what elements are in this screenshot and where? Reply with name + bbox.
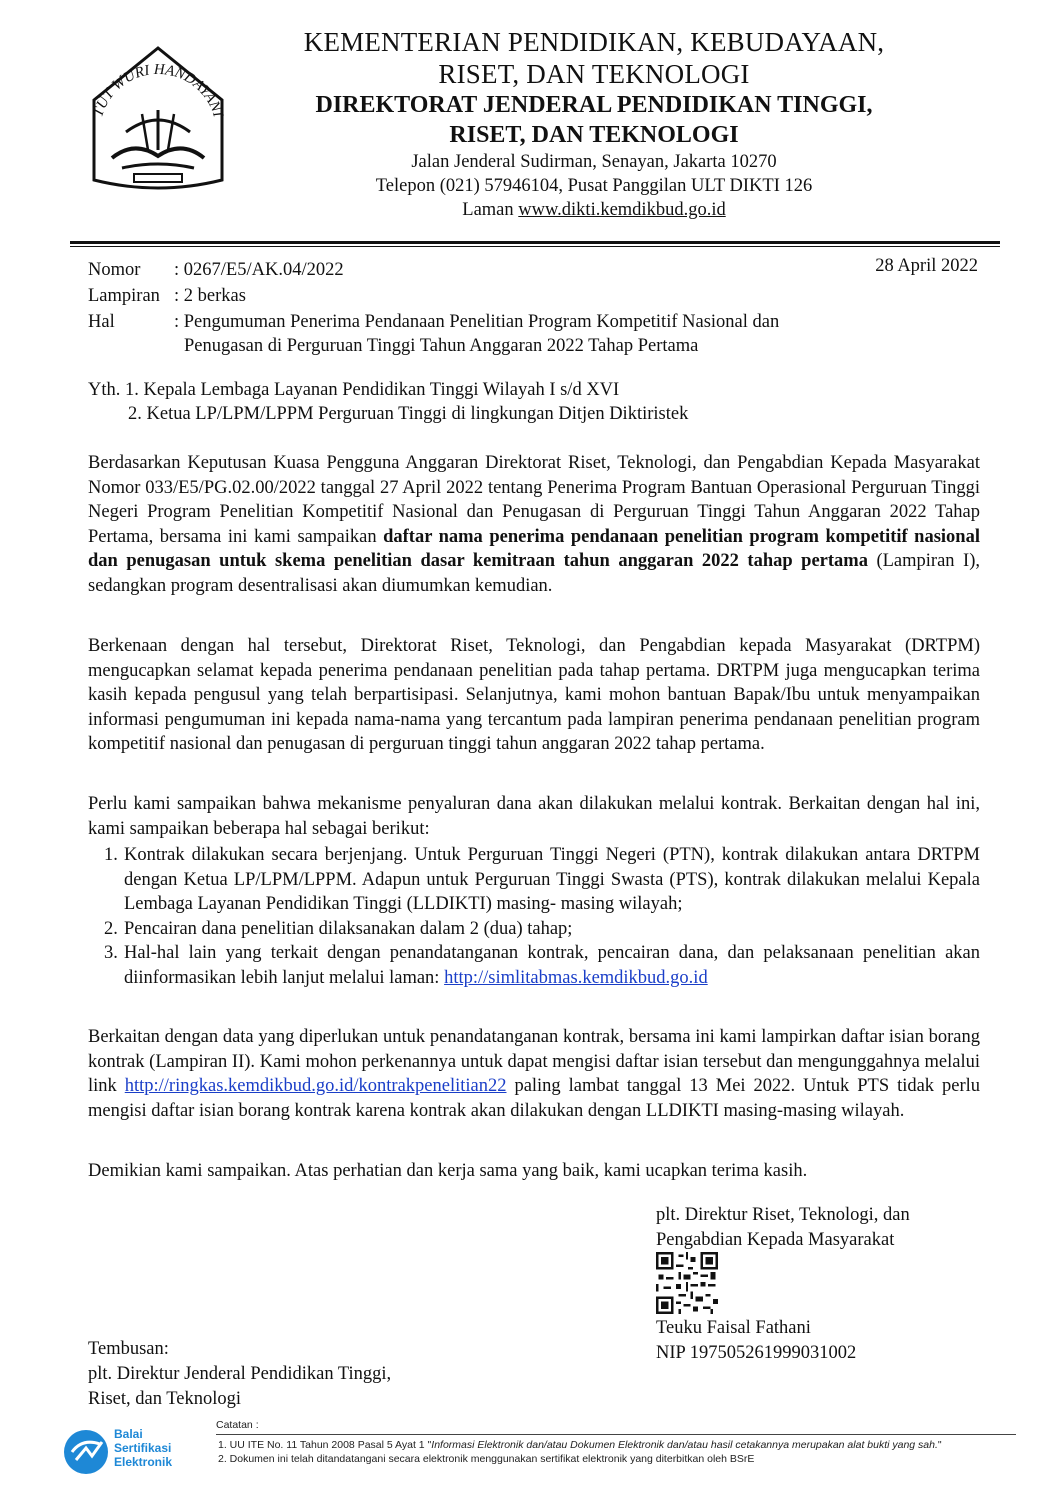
list-item [104,917,980,942]
recipient-2: 2. Ketua LP/LPM/LPPM Perguruan Tinggi di lingkungan Ditjen Diktiristek [128,404,689,424]
footer-note [216,1418,1016,1466]
note-2: 2. Dokumen ini telah ditandatangani secara elektronik menggunakan sertifikat elektronik yang diterbitkan oleh BSrE [218,1453,755,1465]
recipient-1: Yth. 1. Kepala Lembaga Layanan Pendidikan Tinggi Wilayah I s/d XVI [88,380,620,400]
paragraph-2-text: Berkenaan dengan hal tersebut, Direktorat Riset, Teknologi, dan Pengabdian kepada Masyarakat (DRTPM) mengucapkan selamat kepada penerima pendanaan penelitian pada tahap pertama. DRTPM juga mengucapkan terima kasih kepada pengusul yang telah berpartisipasi. Selanjutnya, kami mohon bantuan Bapak/Ibu untuk menyampaikan informasi pengumuman ini kepada nama-nama yang tercantum pada lampiran penerima pendanaan penelitian program kompetitif nasional dan penugasan di perguruan tinggi tahun anggaran 2022 tahap pertama. [88,636,980,755]
paragraph-4-end: paling lambat tanggal 13 Mei 2022. Untuk PTS tidak perlu mengisi daftar isian borang kontrak karena kontrak akan dilakukan dengan LLDIKTI masing-masing wilayah. [88,1076,981,1121]
website-line [244,198,944,222]
letter-date: 28 April 2022 [875,256,978,276]
header-divider [70,241,1000,244]
recipients [88,378,688,426]
ministry-name-line1: KEMENTERIAN PENDIDIKAN, KEBUDAYAAN, [303,27,885,57]
note-1-italic: Informasi Elektronik dan/atau Dokumen Elektronik dan/atau hasil cetakannya merupakan alat bukti yang sah. [431,1439,938,1451]
paragraph-1-end: (Lampiran I), sedangkan program desentralisasi akan diumumkan kemudian. [88,551,980,596]
directorate-name-line2: RISET, DAN TEKNOLOGI [449,122,739,148]
paragraph-2 [88,634,980,757]
lampiran-label: Lampiran [88,286,160,306]
signature-title [656,1203,910,1253]
simlitabmas-link[interactable]: http://simlitabmas.kemdikbud.go.id [444,967,708,988]
note-1-suffix: " [937,1439,942,1451]
paragraph-3 [88,792,980,841]
hal-value-line1: : Pengumuman Penerima Pendanaan Penelitian Program Kompetitif Nasional dan [174,312,780,332]
paragraph-4-start: Berkaitan dengan data yang diperlukan untuk penandatanganan kontrak, bersama ini kami lampirkan daftar isian borang kontrak (Lampiran II). Kami mohon perkenannya untuk dapat mengisi daftar isian tersebut dan mengunggahnya melalui link [88,1027,980,1097]
logo-motto: TUT WURI HANDAYANI [90,61,226,119]
note-1 [218,1438,1016,1452]
bsre-line2: Sertifikasi [114,1441,172,1455]
paragraph-1 [88,451,980,599]
qr-code [656,1252,718,1314]
paragraph-5-text: Demikian kami sampaikan. Atas perhatian dan kerja sama yang baik, kami ucapkan terima kasih. [88,1161,808,1181]
paragraph-1-bold: daftar nama penerima pendanaan penelitian program kompetitif nasional dan penugasan untuk skema penelitian dasar kemitraan tahun anggaran 2022 tahap pertama [88,526,980,572]
paragraph-1-start: Berdasarkan Keputusan Kuasa Pengguna Anggaran Direktorat Riset, Teknologi, dan Pengabdian Kepada Masyarakat Nomor 033/E5/PG.02.00/2022 tanggal 27 April 2022 tentang Penerima Program Bantuan Operasional Perguruan Tinggi Negeri Program Penelitian Kompetitif Nasional dan Penugasan di Perguruan Tinggi Tahun Anggaran 2022 Tahap Pertama, bersama ini kami sampaikan [88,453,980,547]
tembusan [88,1337,391,1412]
hal-label: Hal [88,312,115,332]
terms-list [104,843,980,991]
signatory-nip: NIP 197505261999031002 [656,1343,857,1363]
tembusan-line2: Riset, dan Teknologi [88,1389,242,1409]
paragraph-5 [88,1159,980,1184]
signatory [656,1316,856,1366]
lampiran-value: : 2 berkas [174,286,246,306]
list-text: Hal-hal lain yang terkait dengan penandatanganan kontrak, pencairan dana, dan pelaksanaan penelitian akan diinformasikan lebih lanjut melalui laman: [124,943,980,988]
ministry-name-line2: RISET, DAN TEKNOLOGI [438,59,750,89]
header-divider-thin [70,246,1000,247]
website-prefix: Laman [462,200,519,220]
kontrak-upload-link[interactable]: http://ringkas.kemdikbud.go.id/kontrakpenelitian22 [124,1076,507,1097]
list-text: Pencairan dana penelitian dilaksanakan dalam 2 (dua) tahap; [124,918,573,939]
list-item [104,941,980,990]
bsre-line3: Elektronik [114,1455,173,1469]
directorate-name-line1: DIREKTORAT JENDERAL PENDIDIKAN TINGGI, [315,92,873,118]
tembusan-line1: plt. Direktur Jenderal Pendidikan Tinggi, [88,1364,392,1384]
list-number: 3. [104,943,118,964]
nomor-value: : 0267/E5/AK.04/2022 [174,260,344,280]
phone: Telepon (021) 57946104, Pusat Panggilan ULT DIKTI 126 [375,176,813,196]
tembusan-label: Tembusan: [88,1339,169,1359]
address: Jalan Jenderal Sudirman, Senayan, Jakarta 10270 [411,152,777,172]
signature-title-line1: plt. Direktur Riset, Teknologi, dan [656,1205,910,1225]
note-1-prefix: 1. UU ITE No. 11 Tahun 2008 Pasal 5 Ayat 1 " [218,1439,432,1451]
catatan-label: Catatan : [216,1419,259,1431]
signatory-name: Teuku Faisal Fathani [656,1318,811,1338]
list-text: Kontrak dilakukan secara berjenjang. Untuk Perguruan Tinggi Negeri (PTN), kontrak dilakukan antara DRTPM dengan Ketua LP/LPM/LPPM. Adapun untuk Perguruan Tinggi Swasta (PTS), kontrak dilakukan melalui Kepala Lembaga Layanan Pendidikan Tinggi (LLDIKTI) masing- masing wilayah; [124,845,980,915]
paragraph-3-text: Perlu kami sampaikan bahwa mekanisme penyaluran dana akan dilakukan melalui kontrak. Berkaitan dengan hal ini, kami sampaikan beberapa hal sebagai berikut: [88,794,980,839]
tut-wuri-handayani-logo [78,40,238,200]
paragraph-4 [88,1025,980,1123]
signature-title-line2: Pengabdian Kepada Masyarakat [656,1230,895,1250]
bsre-line1: Balai [114,1427,143,1441]
website-link[interactable]: www.dikti.kemdikbud.go.id [518,200,726,220]
list-number: 2. [104,918,118,939]
nomor-label: Nomor [88,260,141,280]
bsre-logo [58,1418,208,1480]
list-number: 1. [104,845,118,865]
list-item [104,843,980,917]
hal-value-line2: Penugasan di Perguruan Tinggi Tahun Anggaran 2022 Tahap Pertama [184,336,699,356]
